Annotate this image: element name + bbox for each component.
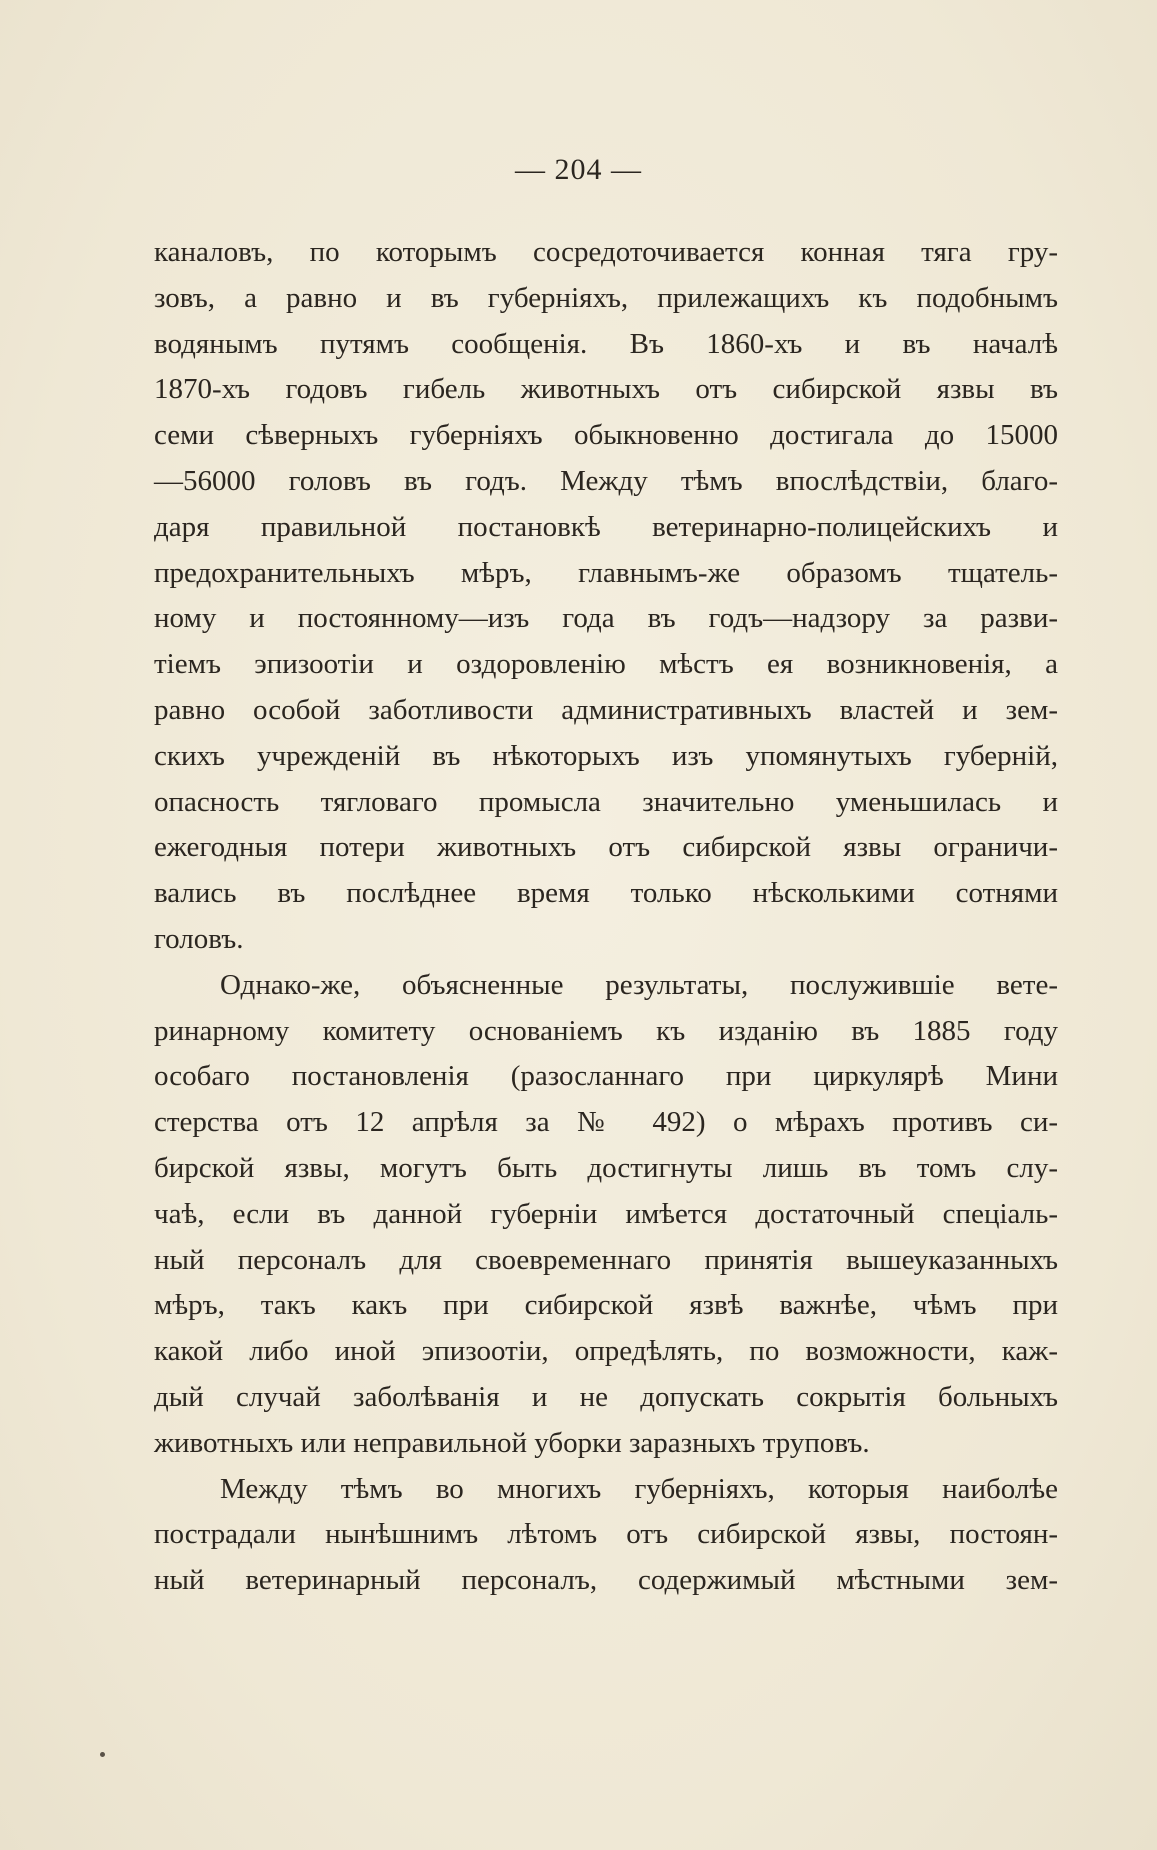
text-line: каналовъ, по которымъ сосредоточивается конная тяга гру- [154, 236, 1058, 268]
text-line: ежегодныя потери животныхъ отъ сибирской язвы ограничи- [154, 831, 1058, 864]
text-line: семи сѣверныхъ губерніяхъ обыкновенно достигала до 15000 [154, 419, 1058, 452]
text-line: особаго постановленія (разосланнаго при циркулярѣ Мини [154, 1060, 1058, 1093]
text-line: ный ветеринарный персоналъ, содержимый мѣстными зем- [154, 1564, 1058, 1597]
text-line: мѣръ, такъ какъ при сибирской язвѣ важнѣе, чѣмъ при [154, 1289, 1058, 1322]
text-line: головъ. [154, 922, 244, 955]
page-number: — 204 — [515, 153, 642, 186]
text-line: ный персоналъ для своевременнаго принятія вышеуказанныхъ [154, 1243, 1058, 1276]
ink-speck [100, 1752, 105, 1757]
text-line: бирской язвы, могутъ быть достигнуты лишь въ томъ слу- [154, 1151, 1058, 1184]
text-line: опасность тягловаго промысла значительно уменьшилась и [154, 785, 1058, 818]
text-line: ринарному комитету основаніемъ къ изданію въ 1885 году [154, 1014, 1058, 1047]
text-line: Однако-же, объясненные результаты, послужившіе вете- [220, 968, 1058, 1001]
text-line: 1870-хъ годовъ гибель животныхъ отъ сибирской язвы въ [154, 373, 1058, 406]
text-line: Между тѣмъ во многихъ губерніяхъ, которыя наиболѣе [220, 1472, 1058, 1505]
text-line: стерства отъ 12 апрѣля за № 492) о мѣрахъ противъ си- [154, 1106, 1058, 1139]
text-line: водянымъ путямъ сообщенія. Въ 1860-хъ и въ началѣ [154, 327, 1058, 360]
text-line: скихъ учрежденій въ нѣкоторыхъ изъ упомянутыхъ губерній, [154, 739, 1058, 772]
text-line: пострадали нынѣшнимъ лѣтомъ отъ сибирской язвы, постоян- [154, 1518, 1058, 1551]
text-line: даря правильной постановкѣ ветеринарно-полицейскихъ и [154, 510, 1058, 543]
text-line: дый случай заболѣванія и не допускать сокрытія больныхъ [154, 1380, 1058, 1413]
text-line: чаѣ, если въ данной губерніи имѣется достаточный спеціаль- [154, 1197, 1058, 1230]
text-line: равно особой заботливости административныхъ властей и зем- [154, 693, 1058, 726]
text-line: животныхъ или неправильной уборки заразныхъ труповъ. [154, 1426, 870, 1459]
text-line: какой либо иной эпизоотіи, опредѣлять, по возможности, каж- [154, 1335, 1058, 1368]
text-line: зовъ, а равно и въ губерніяхъ, прилежащихъ къ подобнымъ [154, 281, 1058, 314]
text-line: —56000 головъ въ годъ. Между тѣмъ впослѣдствіи, благо- [154, 464, 1058, 497]
body-text [154, 230, 1058, 1604]
text-line: предохранительныхъ мѣръ, главнымъ-же образомъ тщатель- [154, 556, 1058, 589]
text-line: вались въ послѣднее время только нѣсколькими сотнями [154, 877, 1058, 910]
text-line: тіемъ эпизоотіи и оздоровленію мѣстъ ея возникновенія, а [154, 648, 1058, 681]
text-line: ному и постоянному—изъ года въ годъ—надзору за разви- [154, 602, 1058, 635]
